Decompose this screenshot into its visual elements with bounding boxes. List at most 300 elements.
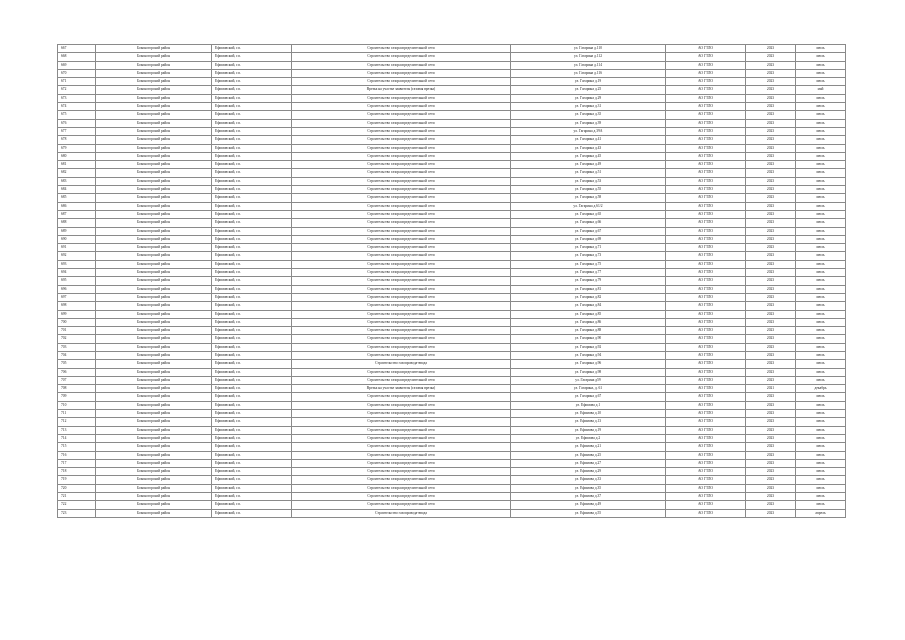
organization-cell: АО ГТЛО — [666, 501, 746, 509]
month-cell: декабрь — [796, 385, 846, 393]
address-cell: ул. Ефимова д.1 — [511, 401, 666, 409]
year-cell: 2023 — [746, 493, 796, 501]
table-row — [58, 45, 846, 53]
district-cell: Боконогорский район — [96, 177, 212, 185]
table-row — [58, 434, 846, 442]
month-cell: июль — [796, 136, 846, 144]
table-row — [58, 468, 846, 476]
district-cell: Боконогорский район — [96, 443, 212, 451]
row-number-cell: 718 — [58, 468, 96, 476]
row-number-cell: 707 — [58, 376, 96, 384]
month-cell: июль — [796, 501, 846, 509]
address-cell: ул. Гагарина д.19 — [511, 78, 666, 86]
address-cell: ул. Гагарина д.112 — [511, 53, 666, 61]
settlement-cell: Ефимовский, г.п. — [212, 94, 292, 102]
month-cell: июль — [796, 302, 846, 310]
settlement-cell: Ефимовский, г.п. — [212, 194, 292, 202]
month-cell: апрель — [796, 509, 846, 517]
row-number-cell: 696 — [58, 285, 96, 293]
row-number-cell: 699 — [58, 310, 96, 318]
district-cell: Боконогорский район — [96, 376, 212, 384]
work-type-cell: Строительство газораспределительной сети — [292, 45, 511, 53]
month-cell: июль — [796, 376, 846, 384]
table-row — [58, 493, 846, 501]
address-cell: ул. Ефимова д.2 — [511, 434, 666, 442]
work-type-cell: Врезка на участке заявителя (газовая врезка) — [292, 86, 511, 94]
table-row — [58, 368, 846, 376]
month-cell: июль — [796, 468, 846, 476]
year-cell: 2023 — [746, 376, 796, 384]
year-cell: 2023 — [746, 86, 796, 94]
work-type-cell: Строительство газораспределительной сети — [292, 501, 511, 509]
address-cell: ул. Гагарина д.92 — [511, 343, 666, 351]
table-row — [58, 318, 846, 326]
settlement-cell: Ефимовский, г.п. — [212, 318, 292, 326]
address-cell: ул. Гагарина д.94 — [511, 351, 666, 359]
month-cell: июль — [796, 418, 846, 426]
organization-cell: АО ГТЛО — [666, 144, 746, 152]
work-type-cell: Строительство газораспределительной сети — [292, 277, 511, 285]
address-cell: ул. Ефимова д.55 — [511, 509, 666, 517]
organization-cell: АО ГТЛО — [666, 434, 746, 442]
row-number-cell: 684 — [58, 186, 96, 194]
year-cell: 2023 — [746, 94, 796, 102]
work-type-cell: Строительство газораспределительной сети — [292, 244, 511, 252]
district-cell: Боконогорский район — [96, 94, 212, 102]
row-number-cell: 713 — [58, 426, 96, 434]
row-number-cell: 685 — [58, 194, 96, 202]
organization-cell: АО ГТЛО — [666, 343, 746, 351]
organization-cell: АО ГТЛО — [666, 235, 746, 243]
work-type-cell: Строительство газораспределительной сети — [292, 144, 511, 152]
district-cell: Боконогорский район — [96, 53, 212, 61]
work-type-cell: Врезка на участке заявителя (газовая врезка) — [292, 385, 511, 393]
year-cell: 2023 — [746, 202, 796, 210]
work-type-cell: Строительство газораспределительной сети — [292, 177, 511, 185]
year-cell: 2023 — [746, 293, 796, 301]
organization-cell: АО ГТЛО — [666, 476, 746, 484]
table-row — [58, 202, 846, 210]
organization-cell: АО ГТЛО — [666, 119, 746, 127]
row-number-cell: 720 — [58, 484, 96, 492]
work-type-cell: Строительство газораспределительной сети — [292, 351, 511, 359]
table-row — [58, 476, 846, 484]
organization-cell: АО ГТЛО — [666, 202, 746, 210]
settlement-cell: Ефимовский, г.п. — [212, 53, 292, 61]
month-cell: июль — [796, 318, 846, 326]
year-cell: 2023 — [746, 235, 796, 243]
month-cell: июль — [796, 335, 846, 343]
address-cell: ул. Гагарина д.98 — [511, 368, 666, 376]
settlement-cell: Ефимовский, г.п. — [212, 227, 292, 235]
district-cell: Боконогорский район — [96, 285, 212, 293]
row-number-cell: 715 — [58, 443, 96, 451]
month-cell: июль — [796, 393, 846, 401]
organization-cell: АО ГТЛО — [666, 376, 746, 384]
organization-cell: АО ГТЛО — [666, 410, 746, 418]
row-number-cell: 708 — [58, 385, 96, 393]
month-cell: июль — [796, 410, 846, 418]
year-cell: 2023 — [746, 318, 796, 326]
month-cell: июль — [796, 69, 846, 77]
settlement-cell: Ефимовский, г.п. — [212, 45, 292, 53]
address-cell: ул. Гагарина д.88 — [511, 327, 666, 335]
year-cell: 2023 — [746, 269, 796, 277]
settlement-cell: Ефимовский, г.п. — [212, 235, 292, 243]
month-cell: июль — [796, 451, 846, 459]
row-number-cell: 716 — [58, 451, 96, 459]
month-cell: июль — [796, 260, 846, 268]
address-cell: ул. Гагарина д.67 — [511, 393, 666, 401]
settlement-cell: Ефимовский, г.п. — [212, 260, 292, 268]
district-cell: Боконогорский район — [96, 434, 212, 442]
settlement-cell: Ефимовский, г.п. — [212, 360, 292, 368]
row-number-cell: 692 — [58, 252, 96, 260]
month-cell: июль — [796, 343, 846, 351]
organization-cell: АО ГТЛО — [666, 177, 746, 185]
organization-cell: АО ГТЛО — [666, 360, 746, 368]
year-cell: 2023 — [746, 434, 796, 442]
settlement-cell: Ефимовский, г.п. — [212, 451, 292, 459]
row-number-cell: 712 — [58, 418, 96, 426]
settlement-cell: Ефимовский, г.п. — [212, 401, 292, 409]
district-cell: Боконогорский район — [96, 103, 212, 111]
row-number-cell: 680 — [58, 152, 96, 160]
year-cell: 2023 — [746, 343, 796, 351]
settlement-cell: Ефимовский, г.п. — [212, 376, 292, 384]
organization-cell: АО ГТЛО — [666, 443, 746, 451]
work-type-cell: Строительство газораспределительной сети — [292, 368, 511, 376]
month-cell: июль — [796, 161, 846, 169]
table-row — [58, 343, 846, 351]
table-row — [58, 119, 846, 127]
table-row — [58, 376, 846, 384]
district-cell: Боконогорский район — [96, 136, 212, 144]
row-number-cell: 721 — [58, 493, 96, 501]
district-cell: Боконогорский район — [96, 426, 212, 434]
organization-cell: АО ГТЛО — [666, 78, 746, 86]
year-cell: 2023 — [746, 210, 796, 218]
row-number-cell: 673 — [58, 94, 96, 102]
work-type-cell: Строительство газораспределительной сети — [292, 327, 511, 335]
address-cell: ул. Гагарина д.65 — [511, 210, 666, 218]
address-cell: ул. Гагарина д.85 — [511, 310, 666, 318]
settlement-cell: Ефимовский, г.п. — [212, 161, 292, 169]
work-type-cell: Строительство газораспределительной сети — [292, 269, 511, 277]
month-cell: июль — [796, 459, 846, 467]
address-cell: ул. Ефимова д.35 — [511, 484, 666, 492]
work-type-cell: Строительство газораспределительной сети — [292, 136, 511, 144]
settlement-cell: Ефимовский, г.п. — [212, 202, 292, 210]
organization-cell: АО ГТЛО — [666, 169, 746, 177]
month-cell: июль — [796, 144, 846, 152]
year-cell: 2023 — [746, 227, 796, 235]
year-cell: 2023 — [746, 78, 796, 86]
month-cell: июль — [796, 177, 846, 185]
work-type-cell: Строительство газораспределительной сети — [292, 161, 511, 169]
organization-cell: АО ГТЛО — [666, 252, 746, 260]
row-number-cell: 695 — [58, 277, 96, 285]
year-cell: 2023 — [746, 484, 796, 492]
year-cell: 2023 — [746, 169, 796, 177]
organization-cell: АО ГТЛО — [666, 318, 746, 326]
month-cell: июль — [796, 103, 846, 111]
address-cell: ул. Гагарина д.39 — [511, 119, 666, 127]
table-row — [58, 310, 846, 318]
work-type-cell: Строительство газораспределительной сети — [292, 127, 511, 135]
organization-cell: АО ГТЛО — [666, 327, 746, 335]
settlement-cell: Ефимовский, г.п. — [212, 476, 292, 484]
work-type-cell: Строительство газораспределительной сети — [292, 468, 511, 476]
settlement-cell: Ефимовский, г.п. — [212, 78, 292, 86]
work-type-cell: Строительство газопровода-ввода — [292, 360, 511, 368]
row-number-cell: 677 — [58, 127, 96, 135]
work-type-cell: Строительство газораспределительной сети — [292, 376, 511, 384]
address-cell: ул. Ефимова д.33 — [511, 476, 666, 484]
work-type-cell: Строительство газораспределительной сети — [292, 434, 511, 442]
row-number-cell: 701 — [58, 327, 96, 335]
month-cell: июль — [796, 351, 846, 359]
month-cell: июль — [796, 285, 846, 293]
settlement-cell: Ефимовский, г.п. — [212, 468, 292, 476]
district-cell: Боконогорский район — [96, 244, 212, 252]
district-cell: Боконогорский район — [96, 410, 212, 418]
organization-cell: АО ГТЛО — [666, 111, 746, 119]
year-cell: 2023 — [746, 177, 796, 185]
row-number-cell: 676 — [58, 119, 96, 127]
table-row — [58, 252, 846, 260]
district-cell: Боконогорский район — [96, 302, 212, 310]
settlement-cell: Ефимовский, г.п. — [212, 169, 292, 177]
work-type-cell: Строительство газораспределительной сети — [292, 410, 511, 418]
year-cell: 2023 — [746, 418, 796, 426]
settlement-cell: Ефимовский, г.п. — [212, 335, 292, 343]
row-number-cell: 694 — [58, 269, 96, 277]
settlement-cell: Ефимовский, г.п. — [212, 351, 292, 359]
district-cell: Боконогорский район — [96, 269, 212, 277]
address-cell: ул. Ефимова д.21 — [511, 443, 666, 451]
table-row — [58, 144, 846, 152]
table-body — [58, 45, 846, 518]
work-type-cell: Строительство газораспределительной сети — [292, 260, 511, 268]
month-cell: июль — [796, 61, 846, 69]
district-cell: Боконогорский район — [96, 493, 212, 501]
settlement-cell: Ефимовский, г.п. — [212, 293, 292, 301]
row-number-cell: 681 — [58, 161, 96, 169]
year-cell: 2023 — [746, 351, 796, 359]
organization-cell: АО ГТЛО — [666, 86, 746, 94]
address-cell: ул. Гагарина д.71 — [511, 244, 666, 252]
district-cell: Боконогорский район — [96, 235, 212, 243]
address-cell: ул. Гагарина д.96 — [511, 360, 666, 368]
settlement-cell: Ефимовский, г.п. — [212, 61, 292, 69]
year-cell: 2023 — [746, 161, 796, 169]
address-cell: ул. Гагарина д.39А — [511, 127, 666, 135]
row-number-cell: 672 — [58, 86, 96, 94]
organization-cell: АО ГТЛО — [666, 277, 746, 285]
table-row — [58, 443, 846, 451]
address-cell: ул. Ефимова д.49 — [511, 501, 666, 509]
month-cell: июль — [796, 235, 846, 243]
district-cell: Боконогорский район — [96, 152, 212, 160]
row-number-cell: 706 — [58, 368, 96, 376]
table-row — [58, 235, 846, 243]
row-number-cell: 682 — [58, 169, 96, 177]
year-cell: 2023 — [746, 285, 796, 293]
month-cell: июль — [796, 244, 846, 252]
settlement-cell: Ефимовский, г.п. — [212, 127, 292, 135]
table-row — [58, 86, 846, 94]
month-cell: июль — [796, 152, 846, 160]
address-cell: ул. Гагарина д.73 — [511, 252, 666, 260]
address-cell: ул. Гагарина д.66 — [511, 219, 666, 227]
work-type-cell: Строительство газораспределительной сети — [292, 103, 511, 111]
row-number-cell: 705 — [58, 360, 96, 368]
table-row — [58, 210, 846, 218]
address-cell: ул. Гагарина д.61/2 — [511, 202, 666, 210]
work-type-cell: Строительство газораспределительной сети — [292, 418, 511, 426]
year-cell: 2023 — [746, 410, 796, 418]
year-cell: 2023 — [746, 186, 796, 194]
district-cell: Боконогорский район — [96, 277, 212, 285]
district-cell: Боконогорский район — [96, 318, 212, 326]
address-cell: ул. Гагарина д.75 — [511, 260, 666, 268]
table-row — [58, 351, 846, 359]
settlement-cell: Ефимовский, г.п. — [212, 244, 292, 252]
address-cell: ул. Гагарина д.77 — [511, 269, 666, 277]
year-cell: 2023 — [746, 310, 796, 318]
table-row — [58, 194, 846, 202]
table-row — [58, 327, 846, 335]
work-type-cell: Строительство газораспределительной сети — [292, 293, 511, 301]
table-row — [58, 244, 846, 252]
work-type-cell: Строительство газораспределительной сети — [292, 119, 511, 127]
year-cell: 2023 — [746, 260, 796, 268]
row-number-cell: 688 — [58, 219, 96, 227]
organization-cell: АО ГТЛО — [666, 269, 746, 277]
row-number-cell: 700 — [58, 318, 96, 326]
work-type-cell: Строительство газораспределительной сети — [292, 169, 511, 177]
year-cell: 2023 — [746, 45, 796, 53]
row-number-cell: 687 — [58, 210, 96, 218]
month-cell: июль — [796, 293, 846, 301]
district-cell: Боконогорский район — [96, 45, 212, 53]
row-number-cell: 678 — [58, 136, 96, 144]
settlement-cell: Ефимовский, г.п. — [212, 119, 292, 127]
organization-cell: АО ГТЛО — [666, 103, 746, 111]
address-cell: ул. Гагарина д.45 — [511, 152, 666, 160]
settlement-cell: Ефимовский, г.п. — [212, 426, 292, 434]
month-cell: июль — [796, 127, 846, 135]
district-cell: Боконогорский район — [96, 111, 212, 119]
year-cell: 2023 — [746, 451, 796, 459]
year-cell: 2023 — [746, 476, 796, 484]
organization-cell: АО ГТЛО — [666, 260, 746, 268]
year-cell: 2023 — [746, 443, 796, 451]
year-cell: 2021 — [746, 385, 796, 393]
row-number-cell: 717 — [58, 459, 96, 467]
settlement-cell: Ефимовский, г.п. — [212, 277, 292, 285]
table-row — [58, 293, 846, 301]
table-row — [58, 169, 846, 177]
district-cell: Боконогорский район — [96, 210, 212, 218]
settlement-cell: Ефимовский, г.п. — [212, 69, 292, 77]
district-cell: Боконогорский район — [96, 335, 212, 343]
month-cell: июль — [796, 94, 846, 102]
year-cell: 2023 — [746, 277, 796, 285]
organization-cell: АО ГТЛО — [666, 293, 746, 301]
district-cell: Боконогорский район — [96, 86, 212, 94]
address-cell: ул. Гагарина д.53 — [511, 177, 666, 185]
settlement-cell: Ефимовский, г.п. — [212, 484, 292, 492]
table-row — [58, 69, 846, 77]
work-type-cell: Строительство газораспределительной сети — [292, 219, 511, 227]
settlement-cell: Ефимовский, г.п. — [212, 144, 292, 152]
month-cell: июль — [796, 210, 846, 218]
work-type-cell: Строительство газораспределительной сети — [292, 152, 511, 160]
settlement-cell: Ефимовский, г.п. — [212, 410, 292, 418]
month-cell: июль — [796, 202, 846, 210]
row-number-cell: 667 — [58, 45, 96, 53]
year-cell: 2023 — [746, 244, 796, 252]
work-type-cell: Строительство газораспределительной сети — [292, 53, 511, 61]
year-cell: 2023 — [746, 119, 796, 127]
table-row — [58, 94, 846, 102]
work-type-cell: Строительство газораспределительной сети — [292, 476, 511, 484]
organization-cell: АО ГТЛО — [666, 368, 746, 376]
row-number-cell: 686 — [58, 202, 96, 210]
table-row — [58, 103, 846, 111]
district-cell: Боконогорский район — [96, 202, 212, 210]
year-cell: 2023 — [746, 335, 796, 343]
district-cell: Боконогорский район — [96, 418, 212, 426]
organization-cell: АО ГТЛО — [666, 194, 746, 202]
district-cell: Боконогорский район — [96, 385, 212, 393]
organization-cell: АО ГТЛО — [666, 493, 746, 501]
organization-cell: АО ГТЛО — [666, 451, 746, 459]
row-number-cell: 693 — [58, 260, 96, 268]
work-type-cell: Строительство газопровода-ввода — [292, 509, 511, 517]
settlement-cell: Ефимовский, г.п. — [212, 459, 292, 467]
year-cell: 2023 — [746, 360, 796, 368]
address-cell: ул. Ефимова д.29 — [511, 468, 666, 476]
year-cell: 2023 — [746, 61, 796, 69]
work-type-cell: Строительство газораспределительной сети — [292, 451, 511, 459]
district-cell: Боконогорский район — [96, 260, 212, 268]
district-cell: Боконогорский район — [96, 293, 212, 301]
district-cell: Боконогорский район — [96, 119, 212, 127]
organization-cell: АО ГТЛО — [666, 94, 746, 102]
table-row — [58, 509, 846, 517]
district-cell: Боконогорский район — [96, 78, 212, 86]
settlement-cell: Ефимовский, г.п. — [212, 210, 292, 218]
work-type-cell: Строительство газораспределительной сети — [292, 202, 511, 210]
district-cell: Боконогорский район — [96, 327, 212, 335]
year-cell: 2023 — [746, 327, 796, 335]
year-cell: 2023 — [746, 426, 796, 434]
table-row — [58, 186, 846, 194]
year-cell: 2023 — [746, 509, 796, 517]
row-number-cell: 670 — [58, 69, 96, 77]
address-cell: ул. Гагарина д.69 — [511, 235, 666, 243]
row-number-cell: 698 — [58, 302, 96, 310]
month-cell: июль — [796, 252, 846, 260]
row-number-cell: 691 — [58, 244, 96, 252]
work-type-cell: Строительство газораспределительной сети — [292, 310, 511, 318]
district-cell: Боконогорский район — [96, 351, 212, 359]
district-cell: Боконогорский район — [96, 509, 212, 517]
district-cell: Боконогорский район — [96, 194, 212, 202]
